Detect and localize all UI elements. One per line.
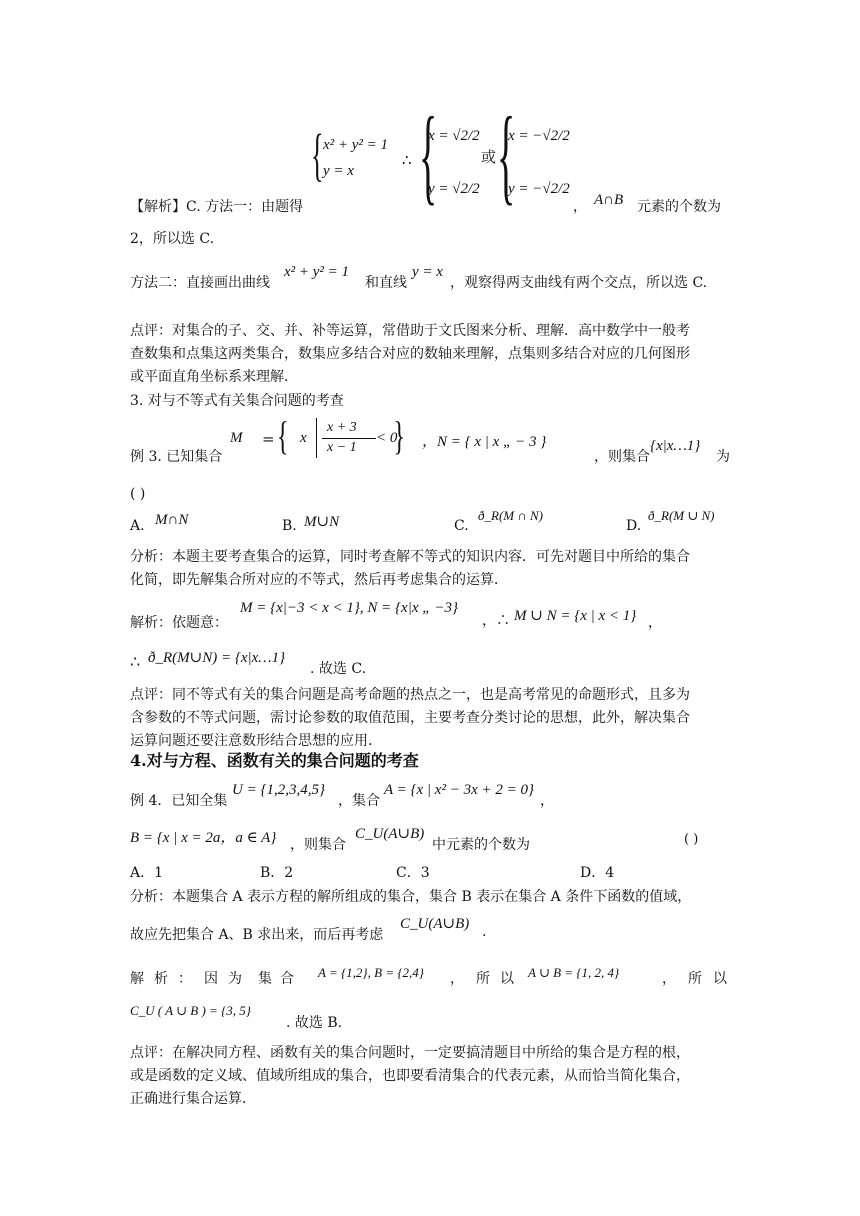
sol-char: 以: [713, 971, 727, 987]
method2-text: 和直线: [365, 275, 407, 291]
left-brace: {: [311, 122, 324, 187]
comma: ，: [540, 793, 554, 809]
therefore-symbol: ∴: [402, 151, 412, 169]
method2-text: ，观察得两支曲线有两个交点，所以选 C.: [450, 275, 708, 291]
ex2-tail: 元素的个数为: [637, 199, 721, 215]
sol-char: 所: [688, 971, 702, 987]
solution2-y: y = −√2/2: [508, 181, 570, 197]
set-bar: [316, 418, 317, 458]
sol-char: 以: [500, 971, 514, 987]
sol-char: ：: [178, 971, 192, 987]
option-key: C.: [454, 518, 469, 534]
set-var: x: [300, 430, 307, 446]
sol-char: ，: [662, 971, 676, 987]
method2-text: 方法二：直接画出曲线: [130, 275, 270, 291]
left-brace: {: [419, 96, 438, 215]
comment-line: 含参数的不等式问题，需讨论参数的取值范围，主要考查分类讨论的思想，此外，解决集合: [130, 710, 690, 726]
ex2-solution-label: 【解析】C. 方法一：由题得: [130, 199, 304, 215]
sol-char: 集: [258, 971, 272, 987]
option-value: 2: [284, 865, 294, 881]
connector-text: ，集合: [338, 793, 380, 809]
example-label: 例 3. 已知集合: [130, 449, 223, 465]
option-c: [396, 862, 430, 882]
therefore-text: ，∴: [482, 613, 510, 629]
line-equation: y = x: [412, 264, 443, 280]
then-text: ，则集合: [594, 449, 650, 465]
solution-tail: . 故选 B.: [286, 1015, 343, 1031]
question-tail: 中元素的个数为: [432, 837, 530, 853]
ex3-analysis: [130, 546, 690, 592]
left-brace: {: [497, 96, 516, 215]
sol-char: 因: [204, 971, 218, 987]
comment-line: 或是函数的定义域、值域所组成的集合，也即要看清集合的代表元素，从而恰当简化集合，: [130, 1068, 690, 1084]
option-value: 1: [154, 865, 164, 881]
section-heading: 4.对与方程、函数有关的集合问题的考查: [130, 751, 419, 770]
analysis-line: 分析：本题集合 A 表示方程的解所组成的集合，集合 B 表示在集合 A 条件下函数的值域，: [130, 889, 692, 905]
option-key: B．: [260, 865, 285, 881]
fraction-numerator: x + 3: [327, 420, 357, 435]
union-result: A ∪ B = {1, 2, 4}: [528, 965, 620, 980]
solution-label: 解析：依题意：: [130, 615, 228, 631]
set-m-lhs: M: [230, 430, 243, 446]
complement-expr: C_U(A∪B): [400, 916, 470, 932]
comma: ，: [573, 199, 587, 215]
set-a: A = {x | x² − 3x + 2 = 0}: [384, 782, 534, 798]
option-key: D.: [626, 518, 642, 534]
analysis-line: 化简，即先解集合所对应的不等式，然后再考虑集合的运算．: [130, 572, 508, 588]
sol-char: 合: [280, 971, 294, 987]
circle-equation: x² + y² = 1: [284, 264, 350, 280]
universal-set: U = {1,2,3,4,5}: [232, 782, 325, 798]
option-b: [260, 862, 293, 882]
system-eq1: x² + y² = 1: [323, 137, 389, 153]
answer-parentheses: ( ): [684, 832, 699, 847]
solution-tail: . 故选 C.: [310, 661, 367, 677]
analysis-line: 故应先把集合 A、B 求出来，而后再考虑: [130, 927, 384, 943]
example-label: 例 4．已知全集: [130, 793, 228, 809]
set-n: ，N = { x | x „ − 3 }: [422, 434, 547, 450]
solution-expr: M = {x|−3 < x < 1}, N = {x|x „ −3}: [240, 600, 458, 616]
system-eq2: y = x: [323, 163, 354, 179]
option-expr: M∪N: [304, 514, 340, 530]
analysis-line: 分析：本题主要考查集合的运算，同时考查解不等式的知识内容．可先对题目中所给的集合: [130, 549, 690, 565]
solution2-x: x = −√2/2: [508, 128, 570, 144]
ex3-comment: [130, 684, 690, 753]
answer-parentheses: ( ): [130, 486, 146, 502]
option-key: C．: [396, 865, 421, 881]
equals: =: [262, 430, 275, 448]
comment-line: 点评：在解决同方程、函数有关的集合问题时，一定要搞清题目中所给的集合是方程的根，: [130, 1045, 690, 1061]
wei-text: 为: [716, 449, 730, 465]
left-brace: {: [277, 413, 289, 458]
comment-line: 点评：同不等式有关的集合问题是高考命题的热点之一，也是高考常见的命题形式，且多为: [130, 687, 690, 703]
solution-sets: A = {1,2}, B = {2,4}: [318, 965, 424, 980]
option-expr: M∩N: [155, 512, 189, 528]
option-key: D．: [580, 865, 606, 881]
set-b: B = {x | x = 2a，a ∈ A}: [130, 830, 277, 846]
option-value: 4: [605, 865, 615, 881]
comment-line: 点评：对集合的子、交、并、补等运算，常借助于文氏图来分析、理解．高中数学中一般考: [130, 323, 690, 339]
solution1-x: x = √2/2: [428, 128, 480, 144]
period: .: [482, 924, 487, 940]
fraction-bar: [322, 438, 376, 439]
solution1-y: y = √2/2: [428, 181, 480, 197]
option-key: A.: [130, 518, 145, 534]
therefore-symbol: ∴: [130, 652, 141, 671]
comma: ，: [648, 615, 662, 631]
inequality: < 0: [376, 430, 398, 446]
option-key: A．: [130, 865, 155, 881]
option-value: 3: [420, 865, 430, 881]
ex2-comment: [130, 320, 690, 389]
connector-text: ，则集合: [290, 837, 346, 853]
sol-char: 解: [130, 971, 144, 987]
option-expr: ð_R(M ∪ N): [648, 508, 715, 523]
sol-char: 为: [228, 971, 242, 987]
section-heading: 3. 对与不等式有关集合问题的考查: [130, 393, 344, 409]
comment-line: 或平面直角坐标系来理解．: [130, 369, 298, 385]
comment-line: 查数集和点集这两类集合，数集应多结合对应的数轴来理解，点集则多结合对应的几何图形: [130, 346, 690, 362]
right-brace: {: [393, 413, 405, 458]
or-word: 或: [481, 148, 497, 166]
comment-line: 运算问题还要注意数形结合思想的应用．: [130, 733, 382, 749]
intersection-expr: A∩B: [594, 192, 624, 208]
complement-result: ð_R(M∪N) = {x|x…1}: [148, 650, 286, 666]
option-d: [580, 862, 614, 882]
comment-line: 正确进行集合运算．: [130, 1091, 256, 1107]
sol-char: ，: [450, 971, 464, 987]
option-a: [130, 862, 163, 882]
option-expr: ð_R(M ∩ N): [478, 508, 543, 523]
ex2-line2: 2，所以选 C.: [130, 231, 215, 247]
fraction-denominator: x − 1: [327, 440, 357, 455]
union-result: M ∪ N = {x | x < 1}: [514, 608, 637, 624]
target-set: {x|x…1}: [650, 438, 701, 454]
sol-char: 析: [154, 971, 168, 987]
complement-result: C_U ( A ∪ B ) = {3, 5}: [130, 1003, 251, 1018]
sol-char: 所: [476, 971, 490, 987]
ex4-comment: [130, 1042, 690, 1111]
complement-expr: C_U(A∪B): [355, 826, 425, 842]
option-key: B.: [282, 518, 297, 534]
